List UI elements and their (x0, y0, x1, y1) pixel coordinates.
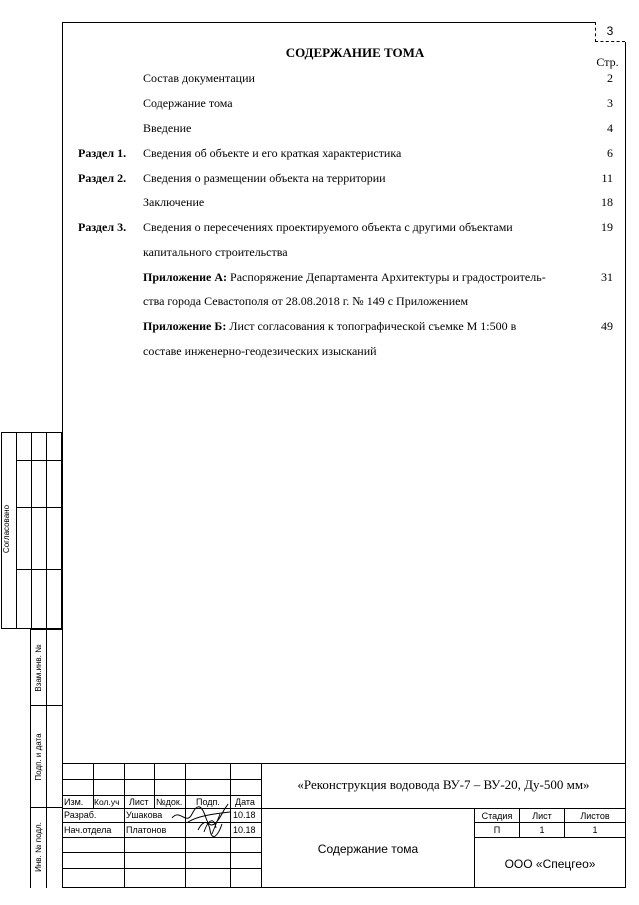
toc-entry-section: Раздел 1. (78, 146, 127, 160)
frame-bottom-border (62, 887, 626, 888)
handwritten-signature (168, 800, 248, 840)
role-developer: Разраб. (64, 810, 97, 820)
toc-entry-page: 19 (601, 220, 613, 234)
title-block-line (62, 779, 261, 780)
frame-right-border (625, 42, 626, 888)
toc-entry-text: Введение (143, 121, 192, 135)
role-department-head: Нач.отдела (64, 825, 112, 835)
approved-label: Согласовано (2, 504, 11, 554)
date-department-head: 10.18 (233, 825, 256, 835)
stage-table-line (474, 837, 626, 838)
project-title: «Реконструкция водовода ВУ-7 – ВУ-20, Ду-500 мм» (297, 777, 590, 792)
toc-entry-text-continued: составе инженерно-геодезических изысканий (143, 344, 377, 358)
header-signature: Подп. (196, 797, 220, 807)
signature-date-label: Подп. и дата (34, 733, 43, 781)
toc-entry-text: Содержание тома (143, 96, 233, 110)
toc-entry-page: 6 (607, 146, 613, 160)
stage-table-line (474, 822, 626, 823)
toc-entry-appendix-b (143, 319, 516, 334)
inventory-stamp-line (46, 629, 47, 888)
toc-entry-text-continued: капитального строительства (143, 245, 288, 259)
toc-entry-section: Раздел 2. (78, 171, 127, 185)
toc-entry-page: 2 (607, 71, 613, 85)
toc-entry-text-continued: ства города Севастополя от 28.08.2018 г. № 149 с Приложением (143, 294, 469, 308)
approval-table-line (16, 432, 17, 629)
sheets-header: Листов (580, 811, 610, 821)
toc-entry-page: 49 (601, 319, 613, 333)
toc-entry-section: Раздел 3. (78, 220, 127, 234)
frame-top-border (62, 22, 595, 23)
title-block-col (154, 763, 155, 808)
approval-table-line (46, 432, 47, 629)
toc-entry-page: 11 (601, 171, 613, 185)
appendix-text: Распоряжение Департамента Архитектуры и градостроитель- (230, 270, 546, 284)
name-developer: Ушакова (126, 810, 163, 820)
toc-entry-page: 3 (607, 96, 613, 110)
approval-table-line (31, 432, 32, 629)
approval-table-line (16, 507, 62, 508)
header-doc-number: №док. (156, 797, 183, 807)
name-department-head: Платонов (126, 825, 167, 835)
document-title: Содержание тома (317, 842, 419, 856)
header-date: Дата (235, 797, 255, 807)
appendix-label: Приложение Б: (143, 319, 227, 333)
toc-entry-text: Состав документации (143, 71, 255, 85)
title-block-top-line (62, 763, 626, 764)
toc-entry-text: Сведения о размещении объекта на территории (143, 171, 386, 185)
replaces-inv-label: Взам.инв. № (34, 644, 43, 692)
sheet-header: Лист (532, 811, 552, 821)
frame-left-border (62, 22, 63, 888)
toc-entry-page: 31 (601, 270, 613, 284)
page-column-header: Стр. (596, 55, 619, 69)
toc-entry-text: Сведения о пересечениях проектируемого объекта с другими объектами (143, 220, 513, 234)
toc-entry-text: Сведения об объекте и его краткая характеристика (143, 146, 402, 160)
approval-table-line (16, 460, 62, 461)
appendix-text: Лист согласования к топографической съемке М 1:500 в (229, 319, 517, 333)
approval-table-line (16, 569, 62, 570)
title-block-line (62, 795, 261, 796)
toc-entry-text: Заключение (143, 195, 205, 209)
toc-entry-appendix-a (143, 270, 546, 285)
title-block-line (62, 852, 261, 853)
title-block-line (62, 808, 626, 809)
sheet-value: 1 (539, 825, 545, 835)
title-block-col (124, 763, 125, 888)
header-sheet: Лист (129, 797, 149, 807)
date-developer: 10.18 (233, 810, 256, 820)
sheet-number: 3 (606, 24, 614, 38)
toc-entry-page: 4 (607, 121, 613, 135)
header-qty: Кол.уч (94, 797, 120, 807)
organization-name: ООО «Спецгео» (504, 857, 596, 871)
sheets-value: 1 (592, 825, 598, 835)
appendix-label: Приложение А: (143, 270, 228, 284)
title-block-line (62, 868, 261, 869)
toc-title: СОДЕРЖАНИЕ ТОМА (285, 45, 425, 60)
stage-header: Стадия (481, 811, 513, 821)
header-change: Изм. (64, 797, 84, 807)
original-inv-label: Инв. № подл. (34, 822, 43, 872)
stage-value: П (493, 825, 501, 835)
inventory-stamp-line (30, 807, 62, 808)
toc-entry-page: 18 (601, 195, 613, 209)
